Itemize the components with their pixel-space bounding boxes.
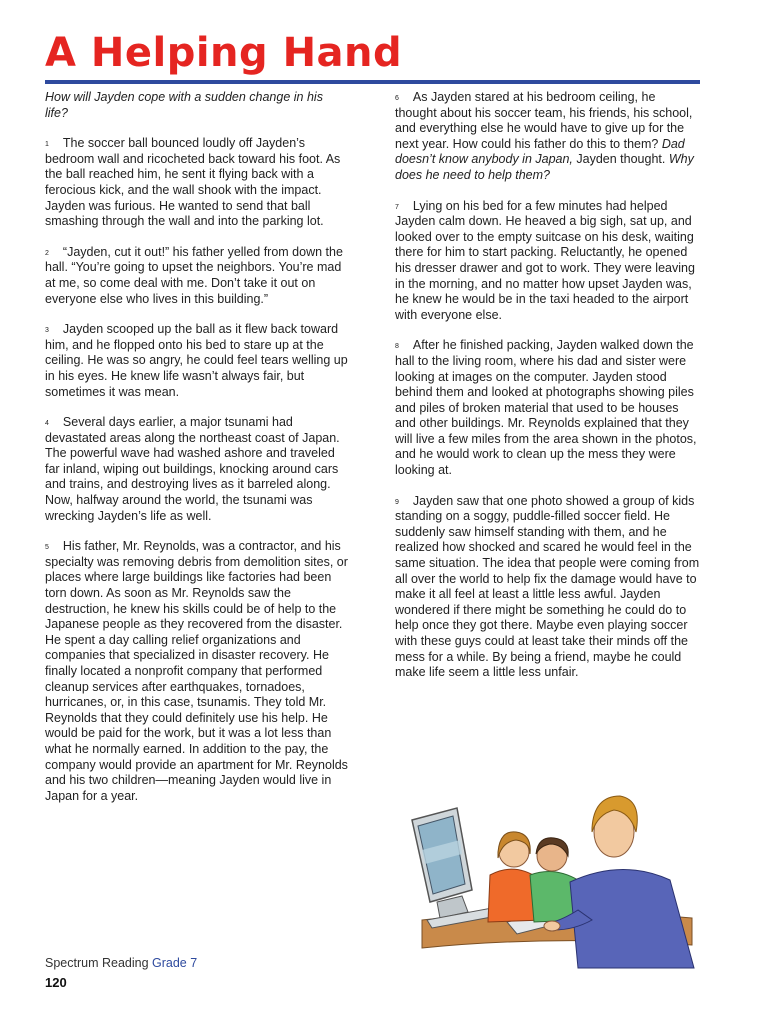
paragraph-number: 2 (45, 249, 49, 257)
paragraph-2 (45, 245, 348, 307)
grade-label: Grade 7 (152, 956, 198, 970)
paragraph-text: As Jayden stared at his bedroom ceiling, he thought about his soccer team, his friends, his school, and everything else he would have to give up for the next year. How could his father do this to them? (395, 90, 693, 151)
paragraph-text: The soccer ball bounced loudly off Jayden’s bedroom wall and ricocheted back toward his foot. As the ball reached him, he sent it flying back with a ferocious kick, and the wall shook with the impact. Jayden was furious. He wanted to send that ball smashing through the wall and into the parking lot. (45, 136, 341, 229)
paragraph-3 (45, 322, 348, 400)
paragraph-number: 6 (395, 95, 399, 102)
page-title: A Helping Hand (45, 30, 403, 76)
intro-question: How will Jayden cope with a sudden change in his life? (45, 90, 323, 120)
left-column (45, 90, 348, 819)
paragraph-number: 3 (45, 327, 49, 335)
paragraph-6 (395, 90, 700, 184)
paragraph-text: Jayden saw that one photo showed a group of kids standing on a soggy, puddle-filled soccer field. He suddenly saw himself standing with them, and he realized how shocked and scared he would feel in the same situation. The idea that people were coming from all over the world to help fix the damage would have to make it all feel at least a little less awful. Jayden wondered if there might be something he could do to help once they got there. Maybe even playing soccer with these guys could at least take their minds off the mess for a while. By being a friend, maybe he could make life seem a little less unfair. (395, 493, 700, 680)
paragraph-8 (395, 338, 700, 478)
paragraph-number: 8 (395, 343, 399, 351)
paragraph-text: Jayden scooped up the ball as it flew back toward him, and he flopped onto his bed to stare up at the ceiling. He was so angry, he could feel tears welling up in his eyes. He knew life wasn’t always fair, but sometimes it was mean. (45, 322, 348, 399)
paragraph-number: 9 (395, 498, 399, 506)
right-column (395, 90, 700, 696)
title-rule (45, 80, 700, 84)
paragraph-number: 4 (45, 420, 49, 428)
series-name: Spectrum Reading (45, 956, 149, 970)
paragraph-4 (45, 415, 348, 524)
paragraph-text: “Jayden, cut it out!” his father yelled from down the hall. “You’re going to upset the neighbors. You’re mad at me, so come deal with me. Don’t take it out on everyone else who lives in this building.” (45, 244, 343, 306)
paragraph-text: His father, Mr. Reynolds, was a contractor, and his specialty was removing debris from demolition sites, or places where large buildings like factories had been torn down. As soon as Mr. Reynolds saw the destruction, he knew his skills could be of help to the Japanese people as they recovered from the disaster. He spent a day calling relief organizations and companies that specialized in disaster recovery. He finally located a nonprofit company that performed cleanup services after earthquakes, tornadoes, hurricanes, or, in this case, tsunamis. They told Mr. Reynolds that they could definitely use his help. He would be paid for the work, but it was a lot less than what he normally earned. In addition to the pay, the company would provide an apartment for Mr. Reynolds and his two children—meaning Jayden would live in Japan for a year. (45, 539, 348, 803)
paragraph-text: Jayden thought. (572, 152, 669, 167)
family-computer-illustration (402, 770, 702, 970)
footer (45, 956, 197, 970)
paragraph-text: Several days earlier, a major tsunami had devastated areas along the northeast coast of Japan. The powerful wave had washed ashore and traveled far inland, wiping out buildings, knocking around cars and trains, and destroying lives as it barreled along. Now, halfway around the world, the tsunami was wrecking Jayden’s life as well. (45, 415, 340, 523)
paragraph-text: Lying on his bed for a few minutes had helped Jayden calm down. He heaved a big sigh, sat up, and looked over to the empty suitcase on his desk, waiting there for him to start packing. Reluctantly, he opened his dresser drawer and got to work. They were leaving in the morning, and no matter how upset Jayden was, he knew he would be in the taxi headed to the airport with everyone else. (395, 198, 695, 322)
paragraph-thought: Dad doesn’t know anybody in Japan, (395, 136, 685, 167)
computer-monitor (412, 808, 497, 928)
page-number: 120 (45, 975, 67, 990)
paragraph-5 (45, 539, 348, 804)
paragraph-number: 7 (395, 203, 399, 211)
paragraph-7 (395, 199, 700, 324)
paragraph-text: After he finished packing, Jayden walked down the hall to the living room, where his dad and sister were looking at images on the computer. Jayden stood behind them and looked at photographs showing piles and piles of broken material that used to be houses and other buildings. Mr. Reynolds explained that they will live a few miles from the area shown in the photos, and he would work to clean up the mess they were looking at. (395, 338, 697, 478)
paragraph-9 (395, 494, 700, 681)
paragraph-number: 1 (45, 141, 49, 149)
paragraph-thought: Why does he need to help them? (395, 152, 694, 182)
paragraph-1 (45, 136, 348, 230)
paragraph-number: 5 (45, 544, 49, 552)
